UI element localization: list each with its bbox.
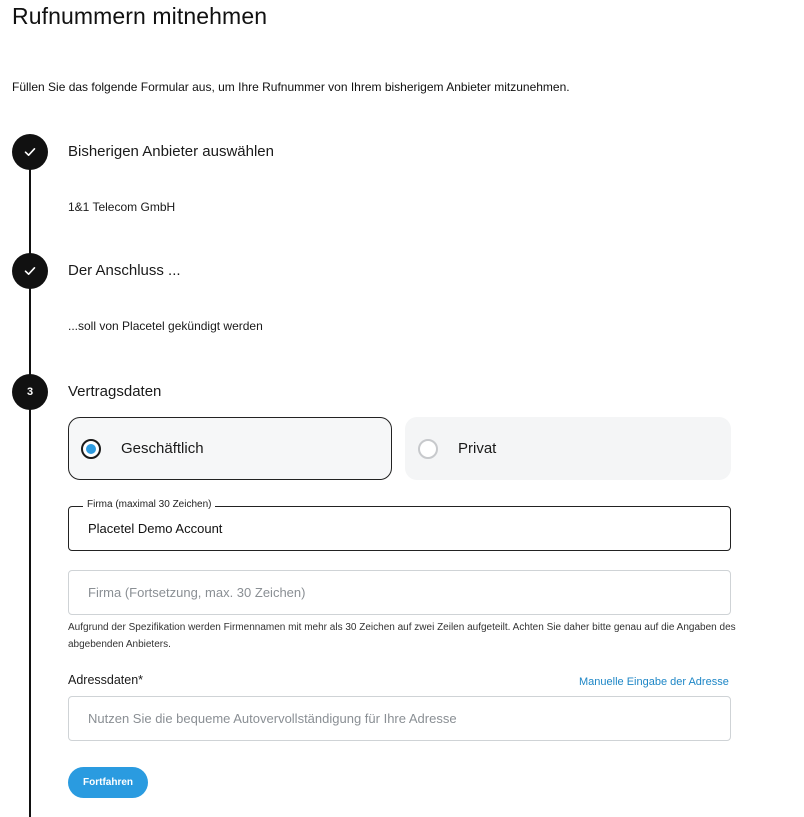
radio-unchecked-icon[interactable] [418, 439, 438, 459]
check-icon [24, 266, 36, 276]
stepper-line [29, 150, 31, 817]
page-title: Rufnummern mitnehmen [12, 3, 268, 29]
company-field-label: Firma (maximal 30 Zeichen) [83, 499, 215, 510]
company-hint-text: Aufgrund der Spezifikation werden Firmennamen mit mehr als 30 Zeichen auf zwei Zeilen aufgeteilt. Achten Sie daher bitte genau auf die Angaben des abgebenden Anbieters. [68, 622, 736, 650]
intro-text: Füllen Sie das folgende Formular aus, um Ihre Rufnummer von Ihrem bisherigem Anbieter mitzunehmen. [12, 80, 570, 94]
radio-checked-icon[interactable] [81, 439, 101, 459]
company-continued-field[interactable] [68, 570, 731, 615]
step-1-done-badge [12, 134, 48, 170]
step-1-value: 1&1 Telecom GmbH [68, 200, 176, 214]
customer-type-business-label: Geschäftlich [121, 440, 204, 457]
company-field[interactable] [68, 499, 731, 551]
step-2-value: ...soll von Placetel gekündigt werden [68, 319, 263, 333]
address-field[interactable] [68, 696, 731, 741]
company-continued-input[interactable] [69, 571, 730, 614]
customer-type-private-option[interactable] [405, 417, 731, 480]
step-2-done-badge [12, 253, 48, 289]
address-label: Adressdaten* [68, 673, 144, 687]
company-input[interactable] [69, 507, 730, 550]
continue-button[interactable]: Fortfahren [68, 767, 148, 798]
customer-type-private-label: Privat [458, 440, 497, 457]
customer-type-business-option[interactable] [68, 417, 392, 480]
step-3-number-badge: 3 [12, 374, 48, 410]
step-2-title[interactable]: Der Anschluss ... [68, 262, 181, 279]
step-3-title: Vertragsdaten [68, 383, 162, 400]
step-1-title[interactable]: Bisherigen Anbieter auswählen [68, 143, 274, 160]
manual-address-link[interactable]: Manuelle Eingabe der Adresse [579, 676, 729, 688]
check-icon [24, 147, 36, 157]
address-autocomplete-input[interactable] [69, 697, 730, 740]
